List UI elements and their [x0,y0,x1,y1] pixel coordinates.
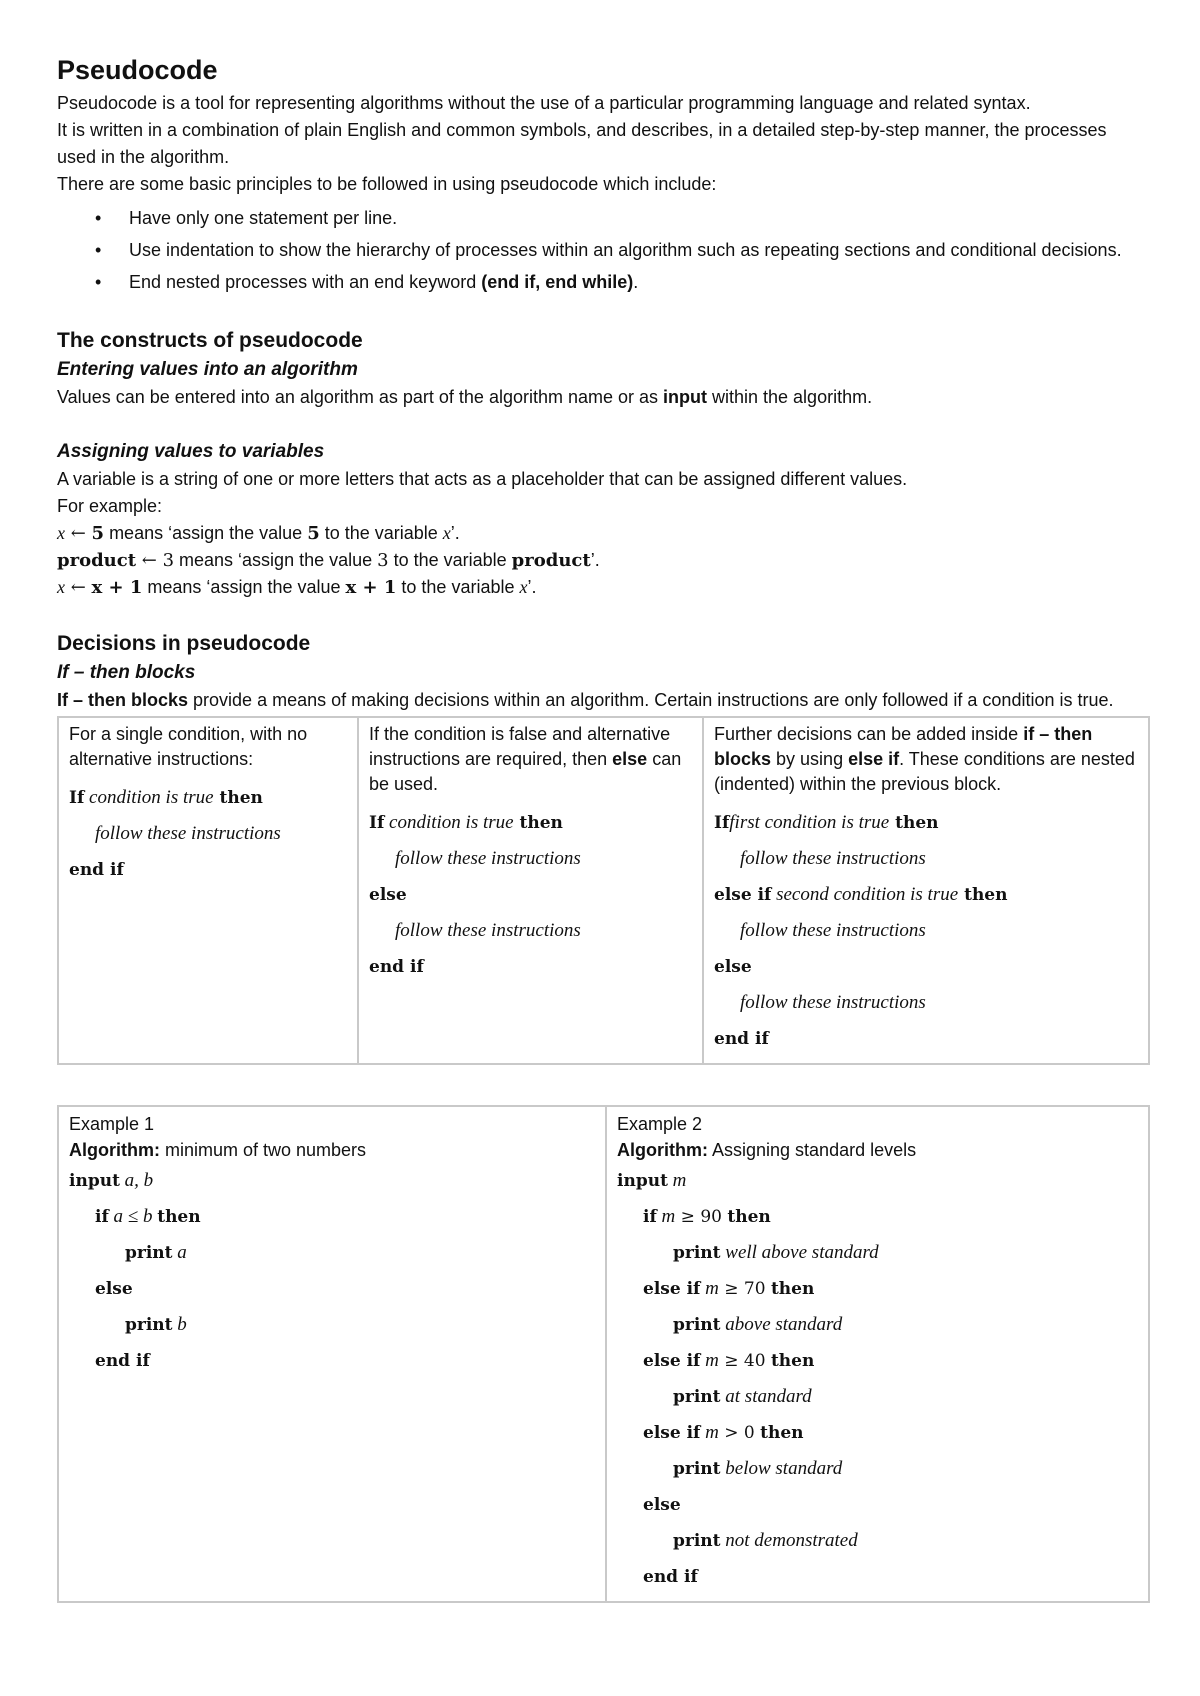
example-2 [606,1106,1149,1602]
decision-column-single: For a single condition, with no alternative instructions: If condition is true then follow these instructions end if [58,717,358,1064]
assignment-example-3: x ← x + 1 means ‘assign the value x + 1 to the variable x’. [57,577,537,599]
decision-column-else: If the condition is false and alternative instructions are required, then else can be used. If condition is true then follow these instructions else follow these instructions end if [358,717,703,1064]
example-2-label: Example 2 [617,1114,703,1135]
example-1-label: Example 1 [69,1114,155,1135]
list-item: • End nested processes with an end keyword (end if, end while). [57,266,1150,298]
intro-paragraph-2: It is written in a combination of plain English and common symbols, and describes, in a detailed step-by-step manner, the processes used in the algorithm. [57,120,1107,168]
assignment-example-1: x ← 5 means ‘assign the value 5 to the variable x’. [57,523,460,545]
for-example-label: For example: [57,496,163,517]
if-then-subheading: If – then blocks [57,662,196,684]
if-then-intro: If – then blocks provide a means of making decisions within an algorithm. Certain instructions are only followed if a condition is true. [57,690,1114,711]
bullet-icon: • [95,272,102,293]
document-page [57,54,1150,1603]
code-block: Iffirst condition is true then follow these instructions else if second condition is true then follow these instructions else follow these instructions end if [714,812,1008,1050]
entering-text: Values can be entered into an algorithm as part of the algorithm name or as input within the algorithm. [57,387,873,408]
assigning-text: A variable is a string of one or more letters that acts as a placeholder that can be assigned different values. [57,469,908,490]
decision-table [57,716,1150,1065]
example-1-algorithm: Algorithm: minimum of two numbers [69,1140,367,1161]
list-item: • Use indentation to show the hierarchy of processes within an algorithm such as repeating sections and conditional decisions. [57,234,1150,266]
bullet-icon: • [95,208,102,229]
assigning-heading: Assigning values to variables [57,441,325,463]
example-1 [58,1106,606,1602]
decision-column-else-if: Further decisions can be added inside if – then blocks by using else if. These conditions are nested (indented) within the previous block. Iffirst condition is true then follow these instructions else if second condition is true then follow these instructions else follow these instructions end if [703,717,1149,1064]
code-block: input m if m ≥ 90 then print well above standard else if m ≥ 70 then print above standard else if m ≥ 40 then print at standard else if m > 0 then print below standard else print not demonstrated end if [617,1170,879,1588]
decisions-heading: Decisions in pseudocode [57,632,311,656]
list-item: • Have only one statement per line. [57,202,1150,234]
code-block: input a, b if a ≤ b then print a else print b end if [69,1170,201,1372]
page-title: Pseudocode [57,55,218,85]
intro-paragraph-3: There are some basic principles to be followed in using pseudocode which include: [57,174,717,195]
entering-heading: Entering values into an algorithm [57,359,358,381]
code-block: If condition is true then follow these instructions else follow these instructions end if [369,812,581,978]
assignment-example-2: product ← 3 means ‘assign the value 3 to the variable product’. [57,550,600,572]
bullet-icon: • [95,240,102,261]
example-2-algorithm: Algorithm: Assigning standard levels [617,1140,917,1161]
principles-list [57,202,1150,298]
code-block: If condition is true then follow these instructions end if [69,787,281,881]
constructs-heading: The constructs of pseudocode [57,329,363,353]
intro-paragraph-1: Pseudocode is a tool for representing algorithms without the use of a particular programming language and related syntax. [57,93,1031,114]
examples-table [57,1105,1150,1603]
